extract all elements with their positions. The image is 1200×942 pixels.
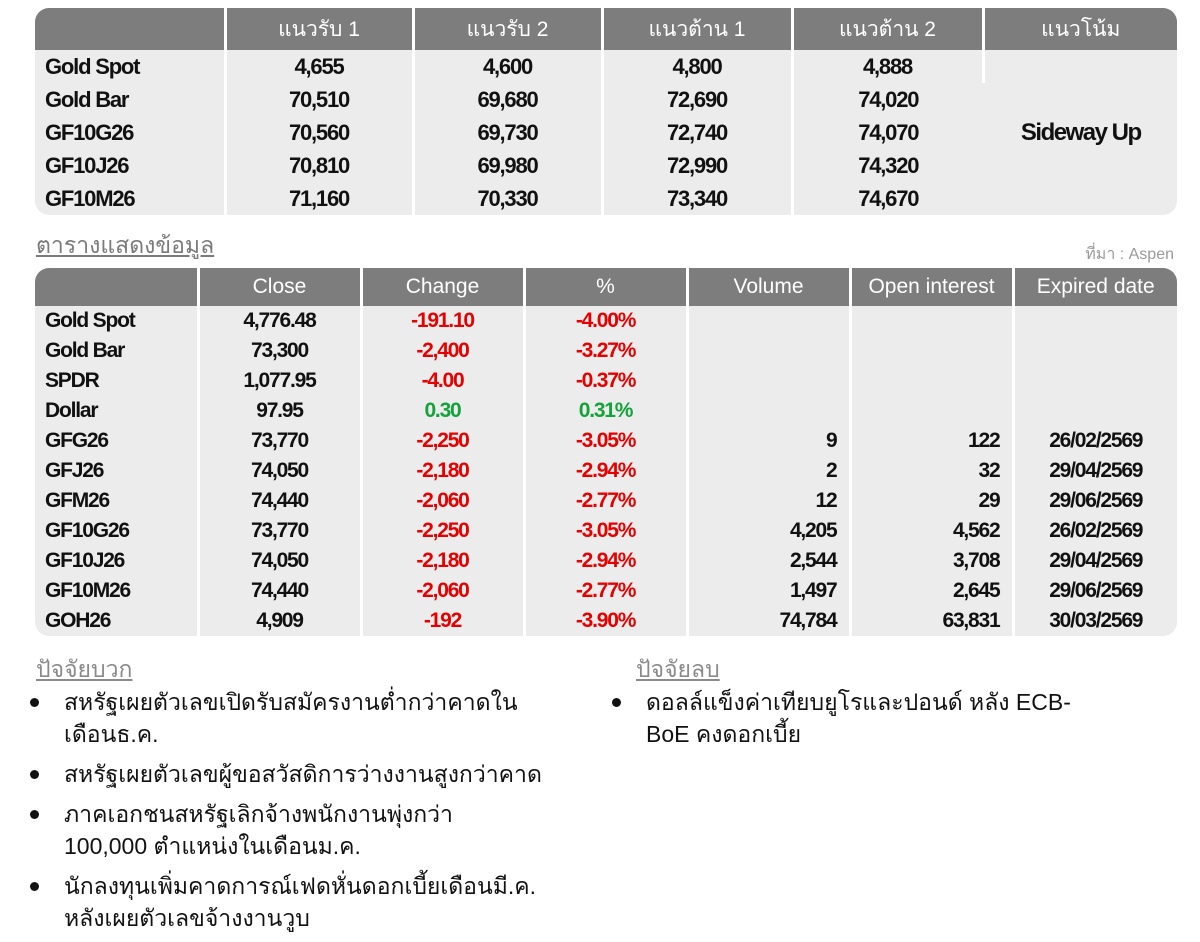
percent-value: 0.31% — [524, 396, 687, 426]
change-value: -2,250 — [361, 426, 524, 456]
volume-value — [687, 396, 850, 426]
row-label: GF10M26 — [35, 576, 198, 606]
negative-factors-title: ปัจจัยลบ — [636, 656, 720, 682]
table-row — [35, 366, 1177, 396]
volume-value: 9 — [687, 426, 850, 456]
support-resistance-table — [35, 8, 1177, 215]
factor-text-line: นักลงทุนเพิ่มคาดการณ์เฟดหั่นดอกเบี้ยเดือนมี.ค. — [64, 873, 537, 899]
expired-date-value: 29/06/2569 — [1049, 579, 1143, 602]
factor-text-line: เดือนธ.ค. — [64, 721, 159, 747]
factor-item — [30, 870, 610, 934]
close-value: 4,909 — [198, 606, 361, 636]
table-row — [35, 486, 1177, 516]
table-row — [35, 336, 1177, 366]
header-resistance-2: แนวต้าน 2 — [792, 8, 983, 50]
resistance-1-value: 72,990 — [602, 149, 792, 182]
open-interest-value — [850, 396, 1013, 426]
factor-item — [30, 758, 610, 790]
row-label: GFG26 — [35, 426, 198, 456]
header-percent: % — [524, 268, 687, 306]
percent-value: -2.77% — [524, 576, 687, 606]
factor-text-line: สหรัฐเผยตัวเลขเปิดรับสมัครงานต่ำกว่าคาดใน — [64, 689, 518, 715]
change-value: -4.00 — [361, 366, 524, 396]
volume-value — [687, 336, 850, 366]
resistance-2-value: 74,320 — [858, 152, 919, 178]
row-label: Gold Bar — [35, 83, 225, 116]
support-2-value: 4,600 — [413, 50, 602, 83]
support-1-value: 70,560 — [225, 116, 413, 149]
table-caption: ตารางแสดงข้อมูล — [36, 232, 215, 258]
bullet-icon — [30, 810, 39, 819]
resistance-1-value: 72,690 — [602, 83, 792, 116]
percent-value: -3.27% — [524, 336, 687, 366]
header-expired-date: Expired date — [1013, 268, 1177, 306]
percent-value: -0.37% — [524, 366, 687, 396]
factor-item — [612, 686, 1172, 750]
factor-item — [30, 798, 610, 862]
expired-date-value — [1013, 336, 1177, 366]
header-support-2: แนวรับ 2 — [413, 8, 602, 50]
row-label: GFJ26 — [35, 456, 198, 486]
negative-factors-list — [612, 686, 1172, 758]
change-value: -2,180 — [361, 546, 524, 576]
factor-text-line: สหรัฐเผยตัวเลขผู้ขอสวัสดิการว่างงานสูงกว่าคาด — [64, 761, 542, 787]
header-corner — [35, 8, 225, 50]
volume-value: 2,544 — [687, 546, 850, 576]
support-2-value: 70,330 — [413, 182, 602, 215]
resistance-2-value: 74,070 — [858, 119, 919, 145]
close-value: 4,776.48 — [198, 306, 361, 336]
expired-date-value — [1013, 306, 1177, 336]
volume-value — [687, 366, 850, 396]
open-interest-value: 3,708 — [850, 546, 1013, 576]
close-value: 97.95 — [198, 396, 361, 426]
factor-text-line: หลังเผยตัวเลขจ้างงานวูบ — [64, 905, 310, 931]
table-header-row — [35, 268, 1177, 306]
row-label: Gold Spot — [35, 306, 198, 336]
volume-value — [687, 306, 850, 336]
row-label: Dollar — [35, 396, 198, 426]
open-interest-value: 4,562 — [850, 516, 1013, 546]
open-interest-value: 122 — [850, 426, 1013, 456]
table-row — [35, 50, 1177, 83]
open-interest-value — [850, 336, 1013, 366]
row-label: SPDR — [35, 366, 198, 396]
header-volume: Volume — [687, 268, 850, 306]
expired-date-value: 29/04/2569 — [1049, 549, 1143, 572]
trend-value: Sideway Up — [1020, 118, 1141, 146]
table-row — [35, 426, 1177, 456]
support-1-value: 4,655 — [225, 50, 413, 83]
close-value: 73,770 — [198, 426, 361, 456]
percent-value: -2.94% — [524, 456, 687, 486]
positive-factors-title: ปัจจัยบวก — [36, 656, 133, 682]
close-value: 73,770 — [198, 516, 361, 546]
header-support-1: แนวรับ 1 — [225, 8, 413, 50]
bullet-icon — [612, 698, 621, 707]
resistance-1-value: 4,800 — [602, 50, 792, 83]
row-label: Gold Spot — [35, 50, 225, 83]
table-row — [35, 306, 1177, 336]
row-label: GF10J26 — [35, 546, 198, 576]
bullet-icon — [30, 882, 39, 891]
percent-value: -2.77% — [524, 486, 687, 516]
factor-text-line: BoE คงดอกเบี้ย — [646, 721, 802, 747]
factor-text-line: ดอลล์แข็งค่าเทียบยูโรและปอนด์ หลัง ECB- — [646, 689, 1071, 715]
close-value: 74,050 — [198, 546, 361, 576]
resistance-1-value: 73,340 — [602, 182, 792, 215]
close-value: 74,440 — [198, 486, 361, 516]
market-data-table — [35, 268, 1177, 636]
factor-item — [30, 686, 610, 750]
row-label: GF10G26 — [35, 516, 198, 546]
open-interest-value: 29 — [850, 486, 1013, 516]
row-label: Gold Bar — [35, 336, 198, 366]
support-1-value: 70,510 — [225, 83, 413, 116]
factor-text-line: ภาคเอกชนสหรัฐเลิกจ้างพนักงานพุ่งกว่า — [64, 801, 453, 827]
expired-date-value: 26/02/2569 — [1049, 429, 1143, 452]
volume-value: 4,205 — [687, 516, 850, 546]
header-corner — [35, 268, 198, 306]
change-value: -192 — [361, 606, 524, 636]
support-1-value: 71,160 — [225, 182, 413, 215]
expired-date-value — [1013, 366, 1177, 396]
percent-value: -2.94% — [524, 546, 687, 576]
expired-date-value: 29/04/2569 — [1049, 459, 1143, 482]
factor-text-line: 100,000 ตำแหน่งในเดือนม.ค. — [64, 833, 361, 859]
change-value: -191.10 — [361, 306, 524, 336]
source-label: ที่มา : Aspen — [1085, 246, 1174, 263]
change-value: -2,180 — [361, 456, 524, 486]
change-value: -2,060 — [361, 486, 524, 516]
table-row — [35, 516, 1177, 546]
table-row — [35, 576, 1177, 606]
header-close: Close — [198, 268, 361, 306]
resistance-2-value: 4,888 — [792, 50, 983, 83]
support-2-value: 69,980 — [413, 149, 602, 182]
header-trend: แนวโน้ม — [983, 8, 1177, 50]
support-2-value: 69,680 — [413, 83, 602, 116]
change-value: -2,060 — [361, 576, 524, 606]
table-header-row — [35, 8, 1177, 50]
resistance-2-value: 74,670 — [858, 185, 919, 211]
open-interest-value: 63,831 — [850, 606, 1013, 636]
positive-factors-list — [30, 686, 610, 942]
bullet-icon — [30, 698, 39, 707]
percent-value: -3.05% — [524, 516, 687, 546]
table-row — [35, 546, 1177, 576]
table-row — [35, 456, 1177, 486]
close-value: 73,300 — [198, 336, 361, 366]
header-change: Change — [361, 268, 524, 306]
row-label: GF10M26 — [35, 182, 225, 215]
percent-value: -4.00% — [524, 306, 687, 336]
volume-value: 74,784 — [687, 606, 850, 636]
volume-value: 1,497 — [687, 576, 850, 606]
expired-date-value — [1013, 396, 1177, 426]
row-label: GF10G26 — [35, 116, 225, 149]
change-value: -2,400 — [361, 336, 524, 366]
close-value: 74,440 — [198, 576, 361, 606]
resistance-2-value: 74,020 — [858, 86, 919, 112]
table-row — [35, 606, 1177, 636]
table-row — [35, 396, 1177, 426]
bullet-icon — [30, 770, 39, 779]
expired-date-value: 29/06/2569 — [1049, 489, 1143, 512]
header-resistance-1: แนวต้าน 1 — [602, 8, 792, 50]
row-label: GF10J26 — [35, 149, 225, 182]
expired-date-value: 30/03/2569 — [1049, 609, 1143, 632]
open-interest-value: 32 — [850, 456, 1013, 486]
expired-date-value: 26/02/2569 — [1049, 519, 1143, 542]
resistance-1-value: 72,740 — [602, 116, 792, 149]
percent-value: -3.05% — [524, 426, 687, 456]
header-open-interest: Open interest — [850, 268, 1013, 306]
support-2-value: 69,730 — [413, 116, 602, 149]
open-interest-value — [850, 306, 1013, 336]
volume-value: 2 — [687, 456, 850, 486]
support-1-value: 70,810 — [225, 149, 413, 182]
percent-value: -3.90% — [524, 606, 687, 636]
close-value: 1,077.95 — [198, 366, 361, 396]
close-value: 74,050 — [198, 456, 361, 486]
open-interest-value — [850, 366, 1013, 396]
row-label: GFM26 — [35, 486, 198, 516]
open-interest-value: 2,645 — [850, 576, 1013, 606]
volume-value: 12 — [687, 486, 850, 516]
row-label: GOH26 — [35, 606, 198, 636]
change-value: 0.30 — [361, 396, 524, 426]
change-value: -2,250 — [361, 516, 524, 546]
